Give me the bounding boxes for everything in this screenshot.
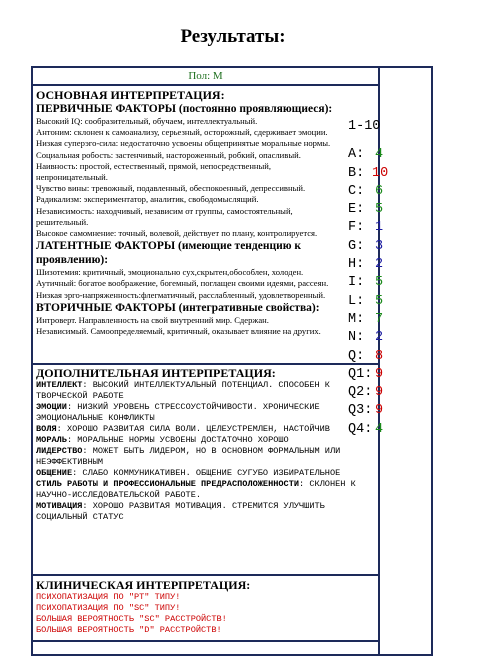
score-range: 1-10 (348, 119, 381, 134)
score-value: 6 (374, 183, 384, 199)
score-row (348, 201, 386, 219)
score-value: 9 (374, 385, 384, 401)
row-divider (33, 640, 378, 642)
score-value: 10 (372, 165, 389, 181)
additional-item-label: ОБЩЕНИЕ (36, 468, 73, 478)
basic-heading: ОСНОВНАЯ ИНТЕРПРЕТАЦИЯ: (36, 88, 225, 102)
additional-list (36, 380, 375, 523)
sex-label: Пол: М (188, 70, 223, 82)
additional-item-label: ВОЛЯ (36, 424, 57, 434)
text-line: Шизотемия: критичный, эмоционально сух,скрытен,обособлен, холоден. (36, 267, 304, 278)
row-divider (33, 363, 378, 365)
additional-item-label: ЭМОЦИИ (36, 402, 67, 412)
score-row (348, 219, 386, 237)
score-row (348, 274, 386, 292)
score-value: 2 (374, 257, 384, 273)
score-value: 2 (374, 330, 384, 346)
row-divider (33, 84, 378, 86)
score-value: 7 (374, 311, 384, 327)
basic-interpretation (36, 88, 375, 337)
score-row (348, 293, 386, 311)
score-value: 9 (374, 403, 384, 419)
additional-item (36, 380, 375, 402)
score-factor: Q1: (348, 366, 373, 382)
score-value: 8 (374, 348, 384, 364)
score-factor: A: (348, 147, 365, 163)
additional-item (36, 479, 375, 501)
text-line: Социальная робость: застенчивый, настороженный, робкий, опасливый. (36, 149, 301, 160)
score-row (348, 183, 386, 201)
latent-factors-heading: ЛАТЕНТНЫЕ ФАКТОРЫ (имеющие тенденцию к (36, 240, 302, 253)
secondary-factors-heading: ВТОРИЧНЫЕ ФАКТОРЫ (интегративные свойства): (36, 301, 320, 314)
text-line: Аутичный: богатое воображение, богемный, поглащен своими идеями, рассеян. (36, 278, 329, 289)
score-value: 3 (374, 238, 384, 254)
additional-item (36, 402, 375, 424)
score-factor: Q2: (348, 385, 373, 401)
clinical-line: ПСИХОПАТИЗАЦИЯ ПО "SC" ТИПУ! (36, 603, 181, 613)
additional-heading: ДОПОЛНИТЕЛЬНАЯ ИНТЕРПРЕТАЦИЯ: (36, 366, 276, 380)
additional-item-text: : ВЫСОКИЙ ИНТЕЛЛЕКТУАЛЬНЫЙ ПОТЕНЦИАЛ. СПОСОБЕН К ТВОРЧЕСКОЙ РАБОТЕ (36, 380, 330, 401)
score-value: 4 (374, 147, 384, 163)
score-row (348, 421, 386, 439)
primary-factors-heading: ПЕРВИЧНЫЕ ФАКТОРЫ (постоянно проявляющиеся): (36, 103, 333, 115)
score-value: 4 (374, 421, 384, 437)
additional-item-text: : СЛАБО КОММУНИКАТИВЕН. ОБЩЕНИЕ СУГУБО ИЗБИРАТЕЛЬНОЕ (72, 468, 341, 478)
latent-factors-list (36, 267, 375, 301)
score-row (348, 384, 386, 402)
score-factor: Q3: (348, 403, 373, 419)
score-row (348, 366, 386, 384)
score-factor: G: (348, 238, 365, 254)
additional-item-label: МОРАЛЬ (36, 435, 67, 445)
clinical-line: ПСИХОПАТИЗАЦИЯ ПО "РТ" ТИПУ! (36, 592, 181, 602)
score-row (348, 402, 386, 420)
score-factor: L: (348, 293, 365, 309)
text-line: Высокое самомнение: точный, волевой, действует по плану, контролируется. (36, 228, 318, 239)
clinical-interpretation (36, 578, 375, 636)
additional-item (36, 424, 375, 435)
score-row (348, 329, 386, 347)
additional-item-text: : НИЗКИЙ УРОВЕНЬ СТРЕССОУСТОЙЧИВОСТИ. ХРОНИЧЕСКИЕ ЭМОЦИОНАЛЬНЫЕ КОНФЛИКТЫ (36, 402, 320, 423)
additional-item (36, 446, 375, 468)
secondary-factors-list (36, 315, 375, 337)
score-row (348, 238, 386, 256)
clinical-line: БОЛЬШАЯ ВЕРОЯТНОСТЬ "SC" РАССТРОЙСТВ! (36, 614, 227, 624)
score-factor: N: (348, 330, 365, 346)
score-factor: I: (348, 275, 365, 291)
additional-item-label: СТИЛЬ РАБОТЫ И ПРОФЕССИОНАЛЬНЫЕ ПРЕДРАСПОЛОЖЕННОСТИ (36, 479, 300, 489)
clinical-line: БОЛЬШАЯ ВЕРОЯТНОСТЬ "D" РАССТРОЙСТВ! (36, 625, 222, 635)
latent-factors-heading-cont: проявлению): (36, 254, 109, 267)
score-factor: H: (348, 257, 365, 273)
page-title: Результаты: (180, 26, 286, 47)
additional-item-label: ЛИДЕРСТВО (36, 446, 83, 456)
score-row (348, 146, 386, 164)
score-value: 5 (374, 202, 384, 218)
score-row (348, 256, 386, 274)
score-row (348, 165, 389, 183)
score-value: 9 (374, 366, 384, 382)
additional-item-text: : СКЛОНЕН К НАУЧНО-ИССЛЕДОВАТЕЛЬСКОЙ РАБОТЕ. (36, 479, 356, 500)
text-line: Антоним: склонен к самоанализу, серьезный, осторожный, сдерживает эмоции. (36, 127, 328, 138)
score-factor: F: (348, 220, 365, 236)
score-factor: M: (348, 311, 365, 327)
score-factor: Q: (348, 348, 365, 364)
score-value: 5 (374, 275, 384, 291)
additional-item-text: : ХОРОШО РАЗВИТАЯ МОТИВАЦИЯ. СТРЕМИТСЯ УЛУЧШИТЬ СОЦИАЛЬНЫЙ СТАТУС (36, 501, 325, 522)
text-line: Низкая суперэго-сила: недостаточно усвоены общепринятые моральные нормы. (36, 138, 331, 149)
additional-item-text: : МОРАЛЬНЫЕ НОРМЫ УСВОЕНЫ ДОСТАТОЧНО ХОРОШО (66, 435, 289, 445)
score-factor: B: (348, 165, 365, 181)
text-line: Чувство вины: тревожный, подавленный, обеспокоенный, депрессивный. (36, 183, 306, 194)
text-line: непроницательный. (36, 172, 108, 183)
score-factor: Q4: (348, 421, 373, 437)
text-line: Независимость: находчивый, независим от группы, самостоятельный, (36, 205, 293, 216)
text-line: решительный. (36, 216, 89, 227)
score-factor: E: (348, 202, 365, 218)
additional-item-text: : ХОРОШО РАЗВИТАЯ СИЛА ВОЛИ. ЦЕЛЕУСТРЕМЛЕН, НАСТОЙЧИВ (56, 424, 330, 434)
scores-column (348, 118, 389, 439)
text-line: Интроверт. Направленность на свой внутренний мир. Сдержан. (36, 314, 269, 325)
text-line: Радикализм: экспериментатор, аналитик, свободомыслящий. (36, 194, 259, 205)
clinical-heading: КЛИНИЧЕСКАЯ ИНТЕРПРЕТАЦИЯ: (36, 578, 251, 592)
text-line: Наивность: простой, естественный, прямой, непосредственный, (36, 160, 272, 171)
score-list (348, 146, 389, 439)
text-line: Высокий IQ: сообразительный, обучаем, интеллектуальный. (36, 116, 258, 126)
score-row (348, 311, 386, 329)
score-row (348, 348, 386, 366)
clinical-list (36, 592, 375, 636)
additional-item (36, 435, 375, 446)
score-factor: C: (348, 183, 365, 199)
additional-item (36, 501, 375, 523)
additional-item (36, 468, 375, 479)
additional-item-label: ИНТЕЛЛЕКТ (36, 380, 83, 390)
score-value: 5 (374, 293, 384, 309)
row-divider (33, 574, 378, 576)
additional-interpretation (36, 366, 375, 523)
text-line: Низкая эрго-напряженность:флегматичный, расслабленный, удовлетворенный. (36, 289, 326, 300)
score-value: 1 (374, 220, 384, 236)
text-line: Независимый. Самоопределяемый, критичный, оказывает влияние на других. (36, 326, 321, 337)
additional-item-text: : МОЖЕТ БЫТЬ ЛИДЕРОМ, НО В ОСНОВНОМ ФОРМАЛЬНЫМ ИЛИ НЕЭФФЕКТИВНЫМ (36, 446, 341, 467)
primary-factors-list (36, 116, 375, 239)
additional-item-label: МОТИВАЦИЯ (36, 501, 83, 511)
